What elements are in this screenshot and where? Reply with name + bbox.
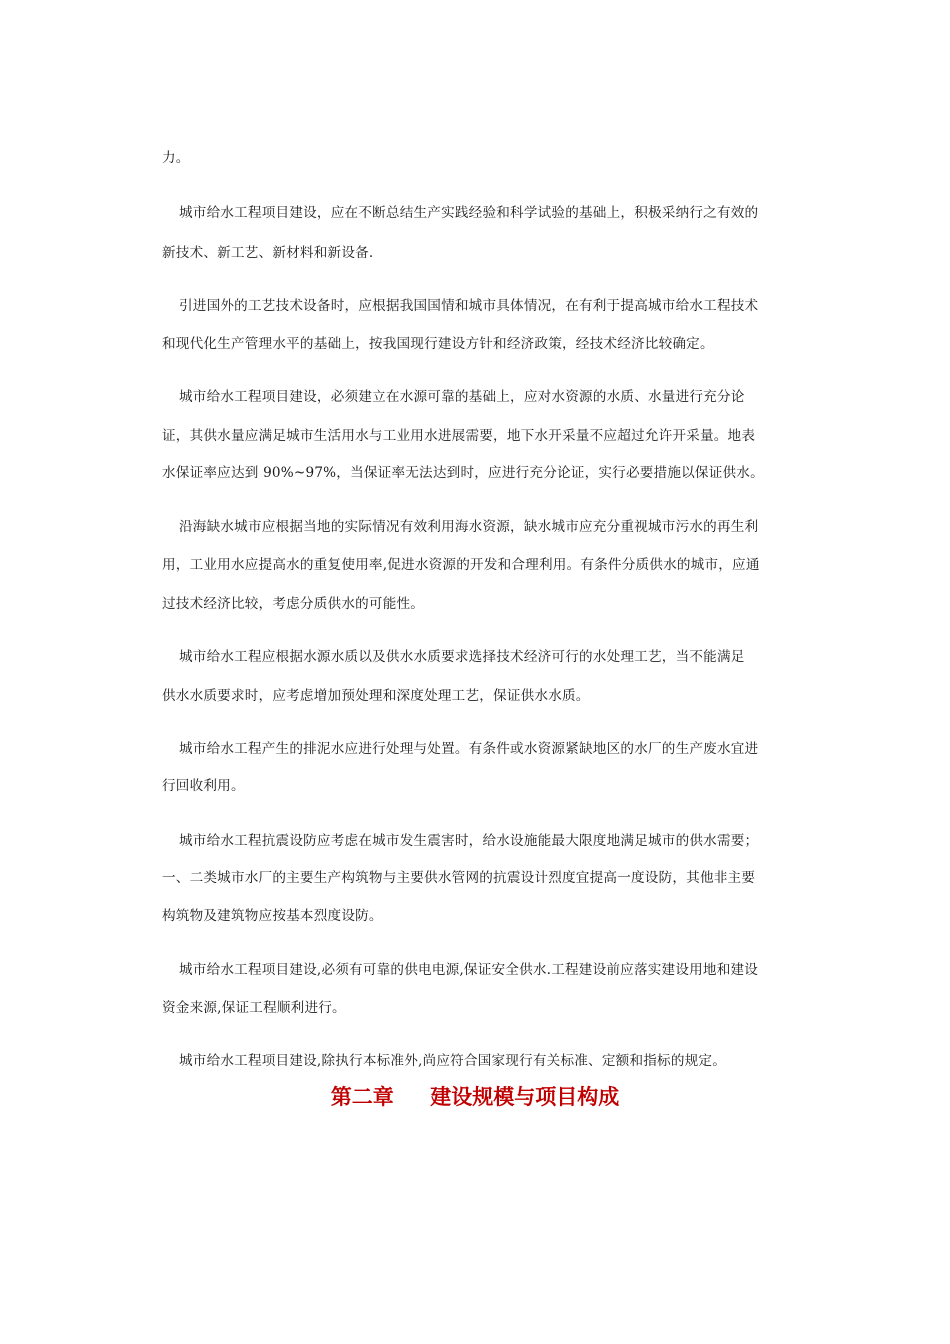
paragraph-line: 过技术经济比较，考虑分质供水的可能性。 — [162, 596, 425, 612]
paragraph-line: 供水水质要求时，应考虑增加预处理和深度处理工艺，保证供水水质。 — [162, 688, 590, 704]
paragraph-line: 用，工业用水应提高水的重复使用率,促进水资源的开发和合理利用。有条件分质供水的城市，应通 — [162, 557, 760, 573]
paragraph-line: 水保证率应达到 90%~97%，当保证率无法达到时，应进行充分论证，实行必要措施以保证供水。 — [162, 465, 764, 481]
paragraph-line: 力。 — [162, 150, 190, 166]
paragraph-line: 城市给水工程项目建设,除执行本标准外,尚应符合国家现行有关标准、定额和指标的规定。 — [179, 1053, 726, 1069]
chapter-heading: 第二章 建设规模与项目构成 — [330, 1084, 620, 1109]
paragraph-line: 构筑物及建筑物应按基本烈度设防。 — [162, 908, 383, 924]
paragraph-line: 资金来源,保证工程顺利进行。 — [162, 1000, 346, 1016]
paragraph-line: 城市给水工程项目建设，必须建立在水源可靠的基础上，应对水资源的水质、水量进行充分论 — [179, 389, 745, 405]
paragraph-line: 一、二类城市水厂的主要生产构筑物与主要供水管网的抗震设计烈度宜提高一度设防，其他非主要 — [162, 870, 756, 886]
paragraph-line: 证，其供水量应满足城市生活用水与工业用水进展需要，地下水开采量不应超过允许开采量。地表 — [162, 428, 756, 444]
paragraph-line: 城市给水工程抗震设防应考虑在城市发生震害时，给水设施能最大限度地满足城市的供水需要； — [179, 833, 759, 849]
paragraph-line: 引进国外的工艺技术设备时，应根据我国国情和城市具体情况，在有利于提高城市给水工程技术 — [179, 298, 759, 314]
paragraph-line: 新技术、新工艺、新材料和新设备. — [162, 245, 374, 261]
paragraph-line: 和现代化生产管理水平的基础上，按我国现行建设方针和经济政策，经技术经济比较确定。 — [162, 336, 714, 352]
paragraph-line: 行回收利用。 — [162, 778, 245, 794]
paragraph-line: 城市给水工程产生的排泥水应进行处理与处置。有条件或水资源紧缺地区的水厂的生产废水宜进 — [179, 741, 759, 757]
paragraph-line: 城市给水工程应根据水源水质以及供水水质要求选择技术经济可行的水处理工艺，当不能满足 — [179, 649, 745, 665]
paragraph-line: 城市给水工程项目建设，应在不断总结生产实践经验和科学试验的基础上，积极采纳行之有效的 — [179, 205, 759, 221]
paragraph-line: 沿海缺水城市应根据当地的实际情况有效利用海水资源，缺水城市应充分重视城市污水的再生利 — [179, 519, 759, 535]
paragraph-line: 城市给水工程项目建设,必须有可靠的供电电源,保证安全供水.工程建设前应落实建设用地和建设 — [179, 962, 759, 978]
